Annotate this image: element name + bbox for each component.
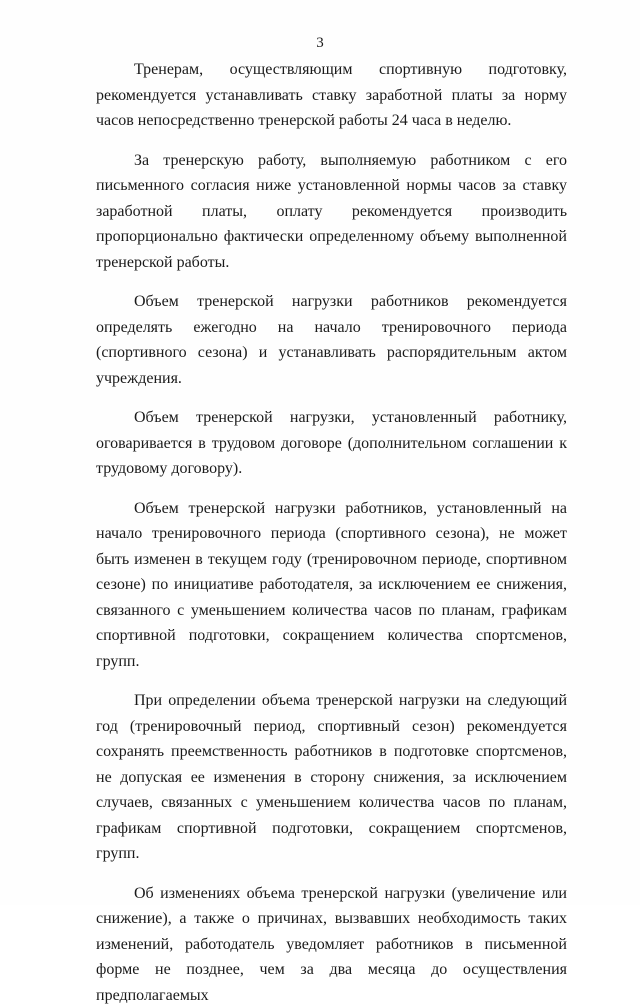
paragraph-continuity: При определении объема тренерской нагрузки на следующий год (тренировочный период, спортивный сезон) рекомендуется сохранять преемственность работников в подготовке спортсменов, не допуская ее изменения в сторону снижения, за исключением случаев, связанных с уменьшением количества часов по планам, графикам спортивной подготовки, сокращением спортсменов, групп. — [96, 688, 567, 867]
document-body — [96, 57, 567, 1008]
paragraph-employment-contract: Объем тренерской нагрузки, установленный работнику, оговаривается в трудовом договоре (дополнительном соглашении к трудовому договору). — [96, 405, 567, 482]
paragraph-change-notification: Об изменениях объема тренерской нагрузки (увеличение или снижение), а также о причинах, вызвавших необходимость таких изменений, работодатель уведомляет работников в письменной форме не позднее, чем за два месяца до осуществления предполагаемых — [96, 881, 567, 1008]
paragraph-trainer-rate: Тренерам, осуществляющим спортивную подготовку, рекомендуется устанавливать ставку заработной платы за норму часов непосредственно тренерской работы 24 часа в неделю. — [96, 57, 567, 134]
paragraph-load-change-restriction: Объем тренерской нагрузки работников, установленный на начало тренировочного периода (спортивного сезона), не может быть изменен в текущем году (тренировочном периоде, спортивном сезоне) по инициативе работодателя, за исключением ее снижения, связанного с уменьшением количества часов по планам, графикам спортивной подготовки, сокращением количества спортсменов, групп. — [96, 496, 567, 675]
page-number: 3 — [0, 34, 640, 52]
paragraph-below-norm-payment: За тренерскую работу, выполняемую работником с его письменного согласия ниже установленной нормы часов за ставку заработной платы, оплату рекомендуется производить пропорционально фактически определенному объему выполненной тренерской работы. — [96, 148, 567, 276]
paragraph-annual-load: Объем тренерской нагрузки работников рекомендуется определять ежегодно на начало тренировочного периода (спортивного сезона) и устанавливать распорядительным актом учреждения. — [96, 289, 567, 391]
